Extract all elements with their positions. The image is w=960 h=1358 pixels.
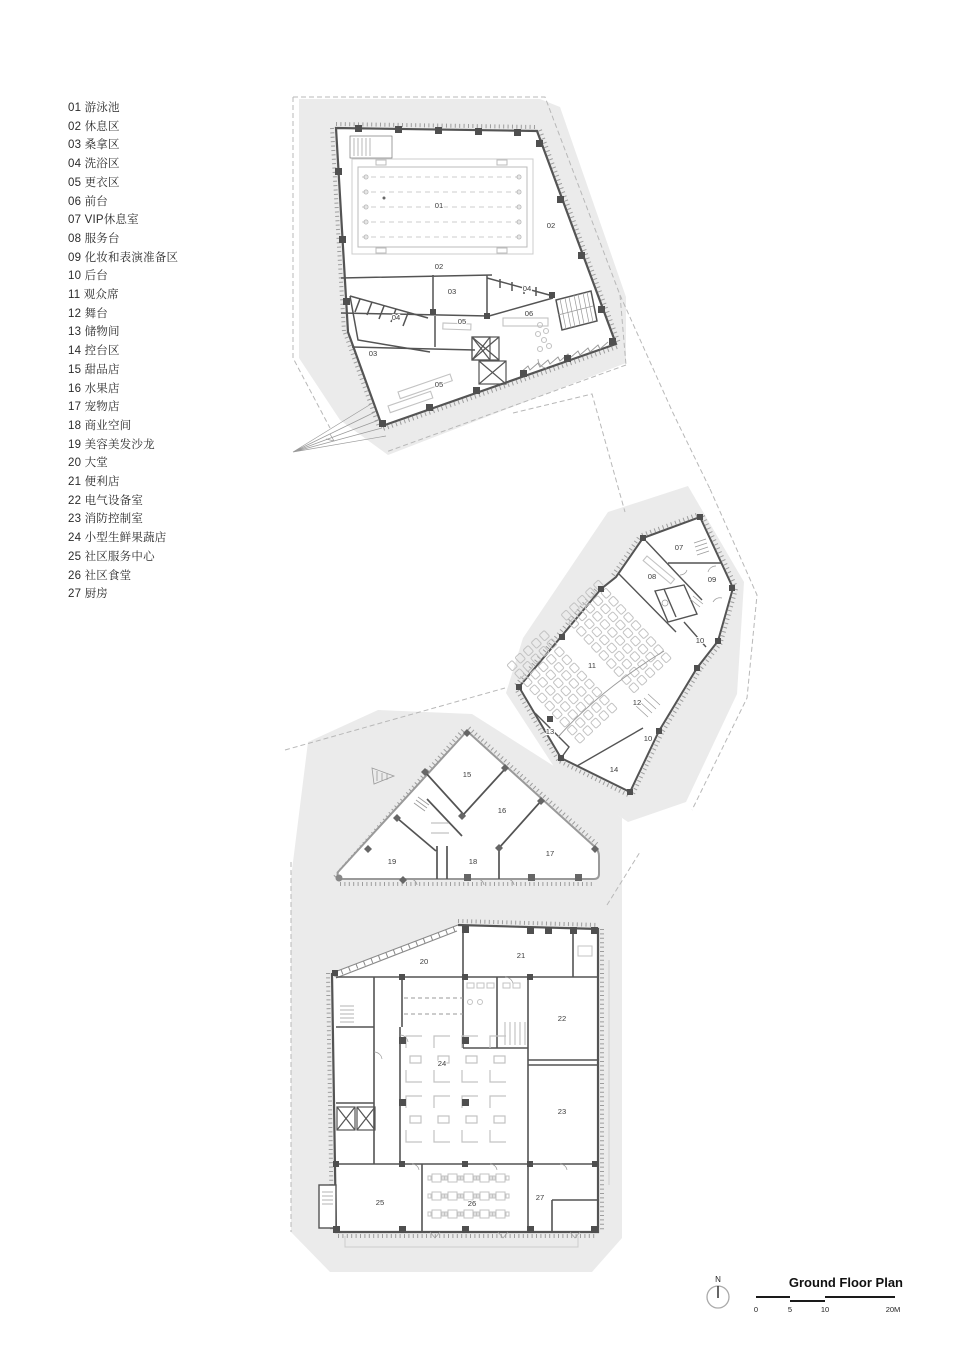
room-label: 04 [522, 284, 532, 293]
room-label: 23 [557, 1107, 567, 1116]
legend-item: 06 前台 [68, 195, 108, 208]
community-building-plan [319, 925, 598, 1238]
north-arrow [707, 1275, 729, 1308]
room-label: 05 [457, 317, 467, 326]
legend-item: 18 商业空间 [68, 419, 132, 432]
legend-item: 12 舞台 [68, 307, 108, 320]
scale-tick: 10 [820, 1305, 830, 1314]
legend-item: 20 大堂 [68, 457, 108, 470]
legend-item: 17 宠物店 [68, 401, 120, 414]
legend-item: 27 厨房 [68, 588, 108, 601]
scale-bar [754, 1297, 900, 1314]
room-label: 03 [447, 287, 457, 296]
room-label: 12 [632, 698, 642, 707]
legend-item: 22 电气设备室 [68, 494, 144, 507]
room-label: 17 [545, 849, 555, 858]
legend-item: 16 水果店 [68, 382, 120, 395]
legend-item: 26 社区食堂 [68, 569, 132, 582]
legend-item: 25 社区服务中心 [68, 550, 155, 563]
room-label: 05 [434, 380, 444, 389]
room-label: 27 [535, 1193, 545, 1202]
room-label: 06 [524, 309, 534, 318]
room-label: 02 [546, 221, 556, 230]
room-label: 03 [368, 349, 378, 358]
room-label: 19 [387, 857, 397, 866]
legend-item: 05 更衣区 [68, 176, 120, 189]
legend-item: 04 洗浴区 [68, 158, 120, 171]
legend-item: 15 甜品店 [68, 363, 120, 376]
room-label: 14 [609, 765, 619, 774]
room-label: 01 [434, 201, 444, 210]
scale-tick: 0 [753, 1305, 759, 1314]
room-legend [68, 99, 288, 604]
legend-item: 01 游泳池 [68, 102, 120, 114]
legend-item: 23 消防控制室 [68, 513, 144, 526]
scale-tick: 5 [787, 1305, 793, 1314]
legend-item: 08 服务台 [68, 232, 120, 245]
legend-item: 13 储物间 [68, 326, 120, 339]
room-label: 08 [647, 572, 657, 581]
room-label: 24 [437, 1059, 447, 1068]
north-label: N [715, 1275, 721, 1284]
room-label: 11 [588, 661, 596, 670]
legend-item: 07 VIP休息室 [68, 214, 139, 227]
room-label: 16 [497, 806, 507, 815]
legend-item: 09 化妆和表演准备区 [68, 251, 179, 264]
room-label: 20 [419, 957, 429, 966]
room-label: 18 [468, 857, 478, 866]
legend-item: 21 便利店 [68, 476, 120, 489]
legend-item: 10 后台 [68, 270, 108, 283]
room-label: 10 [643, 734, 653, 743]
room-label: 07 [674, 543, 684, 552]
legend-item: 19 美容美发沙龙 [68, 438, 155, 451]
legend-item: 11 观众席 [68, 289, 119, 302]
room-label: 09 [707, 575, 717, 584]
room-label: 26 [467, 1199, 477, 1208]
room-label: 04 [391, 313, 401, 322]
legend-item: 24 小型生鲜果蔬店 [68, 532, 167, 545]
room-label: 22 [557, 1014, 567, 1023]
scale-tick: 20M [885, 1305, 901, 1314]
room-label: 25 [375, 1198, 385, 1207]
drawing-title: Ground Floor Plan [788, 1275, 903, 1290]
room-label: 15 [462, 770, 472, 779]
room-label: 10 [695, 636, 705, 645]
room-label: 02 [434, 262, 444, 271]
room-label: 21 [516, 951, 526, 960]
legend-item: 02 休息区 [68, 120, 120, 133]
room-label: 13 [545, 727, 555, 736]
legend-item: 14 控台区 [68, 345, 120, 358]
legend-item: 03 桑拿区 [68, 139, 120, 152]
